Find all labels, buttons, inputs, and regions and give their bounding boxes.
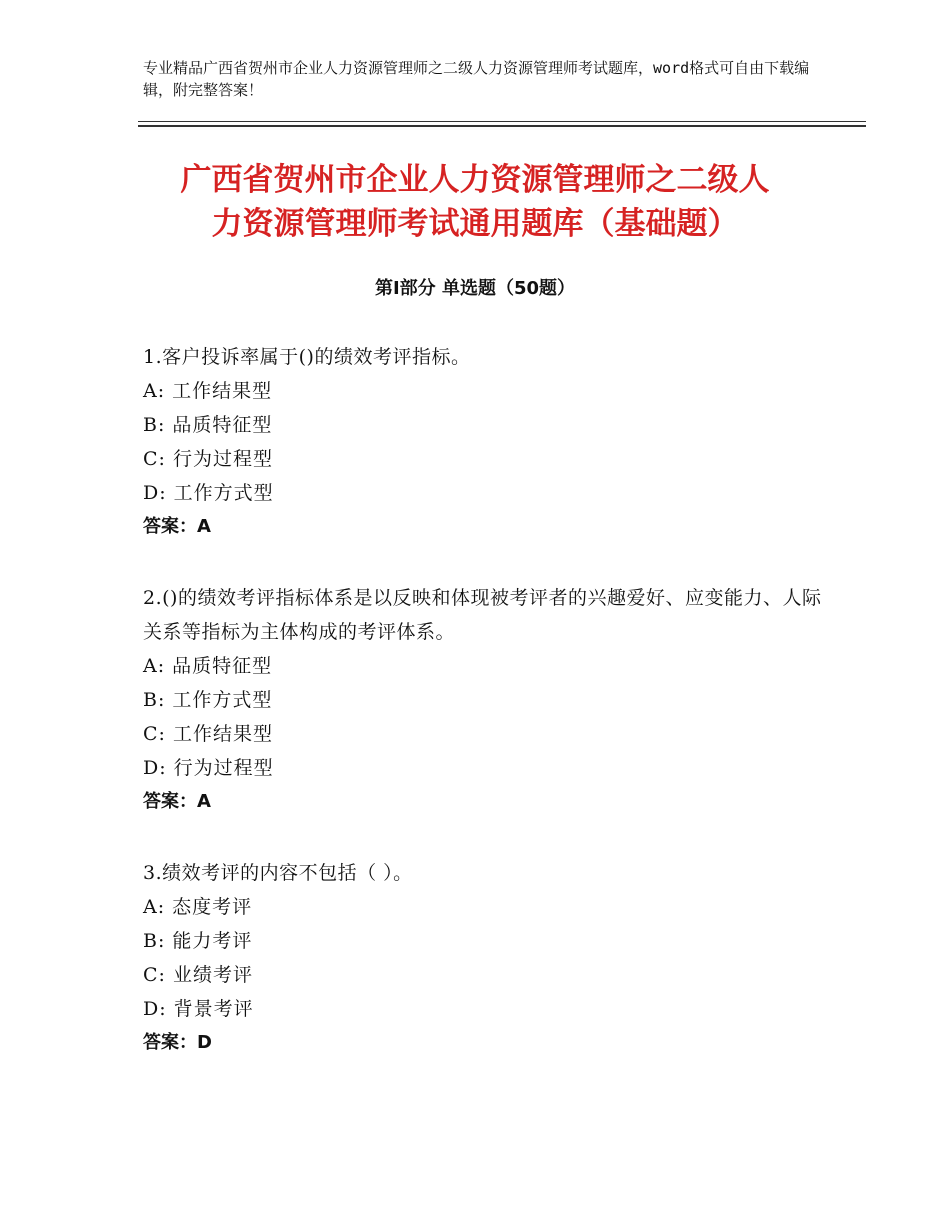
option-b: B: 品质特征型 — [143, 414, 273, 436]
header-divider-thin — [138, 121, 866, 122]
document-title — [120, 158, 830, 246]
answer: 答案：A — [143, 791, 211, 812]
option-b: B: 能力考评 — [143, 930, 253, 952]
question-2 — [143, 581, 823, 819]
answer: 答案：D — [143, 1032, 212, 1053]
question-1 — [143, 340, 823, 544]
option-b: B: 工作方式型 — [143, 689, 273, 711]
option-c: C: 行为过程型 — [143, 448, 273, 470]
option-c: C: 工作结果型 — [143, 723, 273, 745]
question-stem: 3.绩效考评的内容不包括（ ）。 — [143, 862, 413, 884]
title-line-1: 广西省贺州市企业人力资源管理师之二级人 — [180, 162, 770, 198]
title-line-2: 力资源管理师考试通用题库（基础题） — [211, 206, 739, 242]
header-note: 专业精品广西省贺州市企业人力资源管理师之二级人力资源管理师考试题库，word格式可自由下载编辑，附完整答案！ — [143, 59, 810, 99]
option-a: A: 品质特征型 — [143, 655, 273, 677]
section-title: 第Ⅰ部分 单选题（50题） — [374, 278, 575, 299]
question-stem: 1.客户投诉率属于()的绩效考评指标。 — [143, 346, 471, 368]
option-d: D: 背景考评 — [143, 998, 254, 1020]
option-d: D: 工作方式型 — [143, 482, 274, 504]
question-stem: 2.()的绩效考评指标体系是以反映和体现被考评者的兴趣爱好、应变能力、人际关系等指标为主体构成的考评体系。 — [143, 587, 822, 643]
option-d: D: 行为过程型 — [143, 757, 274, 779]
question-list — [143, 340, 823, 1097]
option-a: A: 工作结果型 — [143, 380, 273, 402]
option-c: C: 业绩考评 — [143, 964, 253, 986]
header-divider-thick — [138, 125, 866, 127]
option-a: A: 态度考评 — [143, 896, 253, 918]
answer: 答案：A — [143, 516, 211, 537]
question-3 — [143, 856, 823, 1060]
